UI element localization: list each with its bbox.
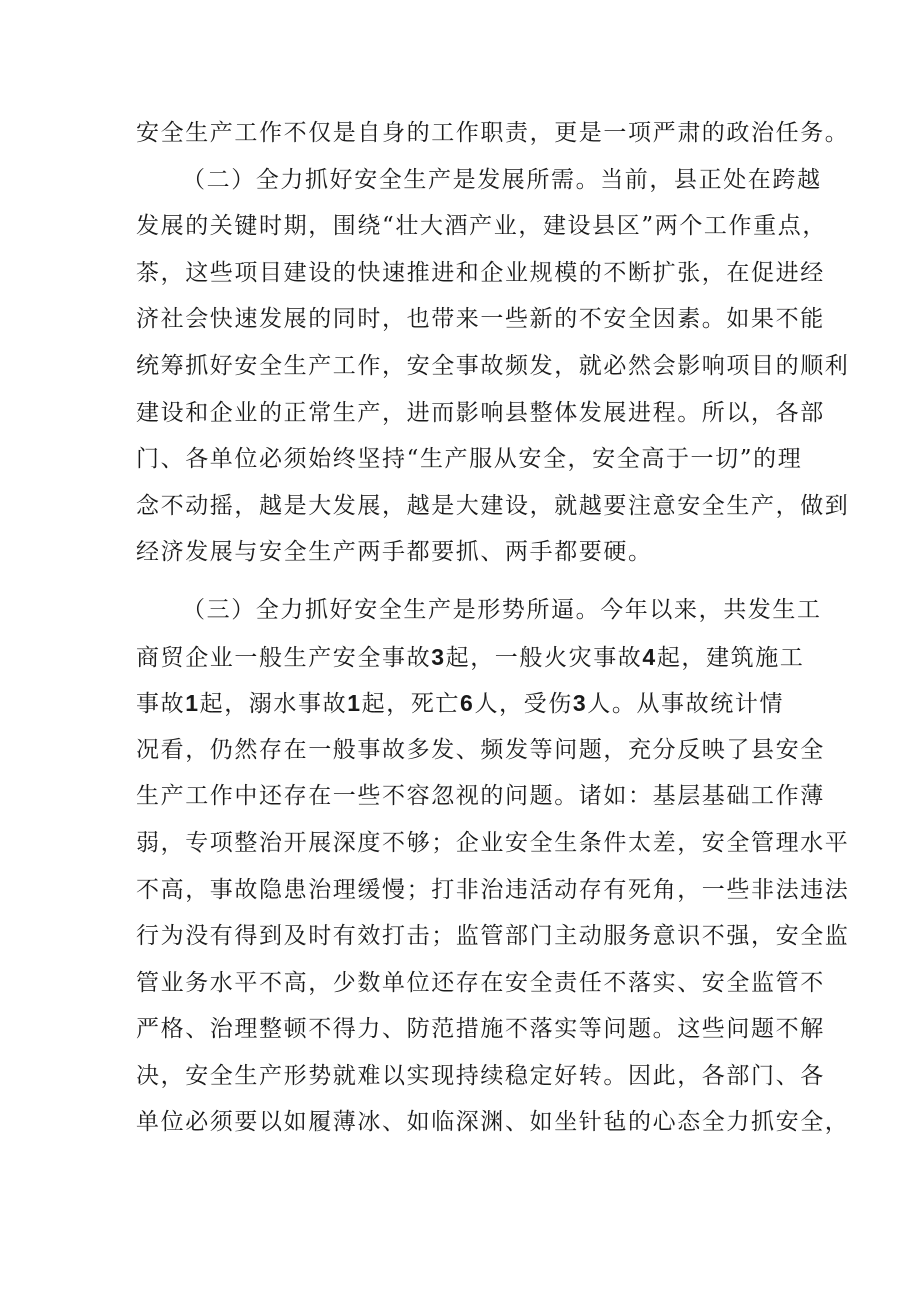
text-line: 发展的关键时期，围绕“壮大酒产业，建设县区”两个工作重点， — [136, 213, 827, 240]
text-line: 弱，专项整治开展深度不够；企业安全生条件太差，安全管理水平 — [136, 829, 850, 856]
text-line: 不高，事故隐患治理缓慢；打非治违活动存有死角，一些非法违法 — [136, 876, 850, 903]
text-fragment: 事故 — [136, 691, 186, 718]
text-line: 决，安全生产形势就难以实现持续稳定好转。因此，各部门、各 — [136, 1062, 825, 1089]
construction-count-number: 1 — [185, 690, 200, 717]
text-line: 经济发展与安全生产两手都要抓、两手都要硬。 — [136, 539, 653, 566]
text-line-casualty-counts — [136, 680, 796, 727]
text-fragment: 人。从事故统计情 — [587, 691, 785, 718]
death-count-number: 6 — [460, 690, 475, 717]
text-line: 安全生产工作不仅是自身的工作职责，更是一项严肃的政治任务。 — [136, 120, 850, 146]
text-fragment: 起，溺水事故 — [199, 691, 348, 718]
document-body — [136, 110, 850, 1146]
text-line: 行为没有得到及时有效打击；监管部门主动服务意识不强，安全监 — [136, 923, 850, 950]
paragraph-development-needs — [136, 157, 850, 576]
text-line: 严格、治理整顿不得力、防范措施不落实等问题。这些问题不解 — [136, 1016, 825, 1043]
accident-count-number: 3 — [431, 643, 446, 670]
text-fragment: 商贸企业一般生产安全事故 — [136, 644, 432, 671]
text-fragment: 起，建筑施工 — [656, 644, 805, 671]
drowning-count-number: 1 — [347, 690, 362, 717]
text-line-accident-counts — [136, 634, 805, 681]
text-line: 生产工作中还存在一些不容忽视的问题。诸如：基层基础工作薄 — [136, 783, 825, 810]
paragraph-situation-pressure — [136, 587, 850, 1146]
text-line: 念不动摇，越是大发展，越是大建设，就越要注意安全生产，做到 — [136, 492, 850, 519]
text-line: 济社会快速发展的同时，也带来一些新的不安全因素。如果不能 — [136, 306, 825, 333]
text-fragment: 起，一般火灾事故 — [445, 644, 643, 671]
fire-count-number: 4 — [642, 643, 657, 670]
text-line: 统筹抓好安全生产工作，安全事故频发，就必然会影响项目的顺利 — [136, 352, 850, 379]
text-line: 管业务水平不高，少数单位还存在安全责任不落实、安全监管不 — [136, 969, 825, 996]
text-line: （三）全力抓好安全生产是形势所逼。今年以来，共发生工 — [182, 596, 822, 623]
text-line: 建设和企业的正常生产，进而影响县整体发展进程。所以，各部 — [136, 399, 825, 426]
text-line: 况看，仍然存在一般事故多发、频发等问题，充分反映了县安全 — [136, 736, 825, 763]
text-line: 单位必须要以如履薄冰、如临深渊、如坐针毡的心态全力抓安全， — [136, 1109, 850, 1136]
text-fragment: 人，受伤 — [474, 691, 573, 718]
text-line: （二）全力抓好安全生产是发展所需。当前，县正处在跨越 — [182, 166, 822, 193]
injury-count-number: 3 — [572, 690, 588, 717]
paragraph-continuation — [136, 110, 850, 157]
paragraph-gap — [136, 576, 796, 587]
text-line: 门、各单位必须始终坚持“生产服从安全，安全高于一切”的理 — [136, 446, 803, 473]
text-fragment: 起，死亡 — [361, 691, 461, 718]
text-line: 茶，这些项目建设的快速推进和企业规模的不断扩张，在促进经 — [136, 259, 825, 286]
